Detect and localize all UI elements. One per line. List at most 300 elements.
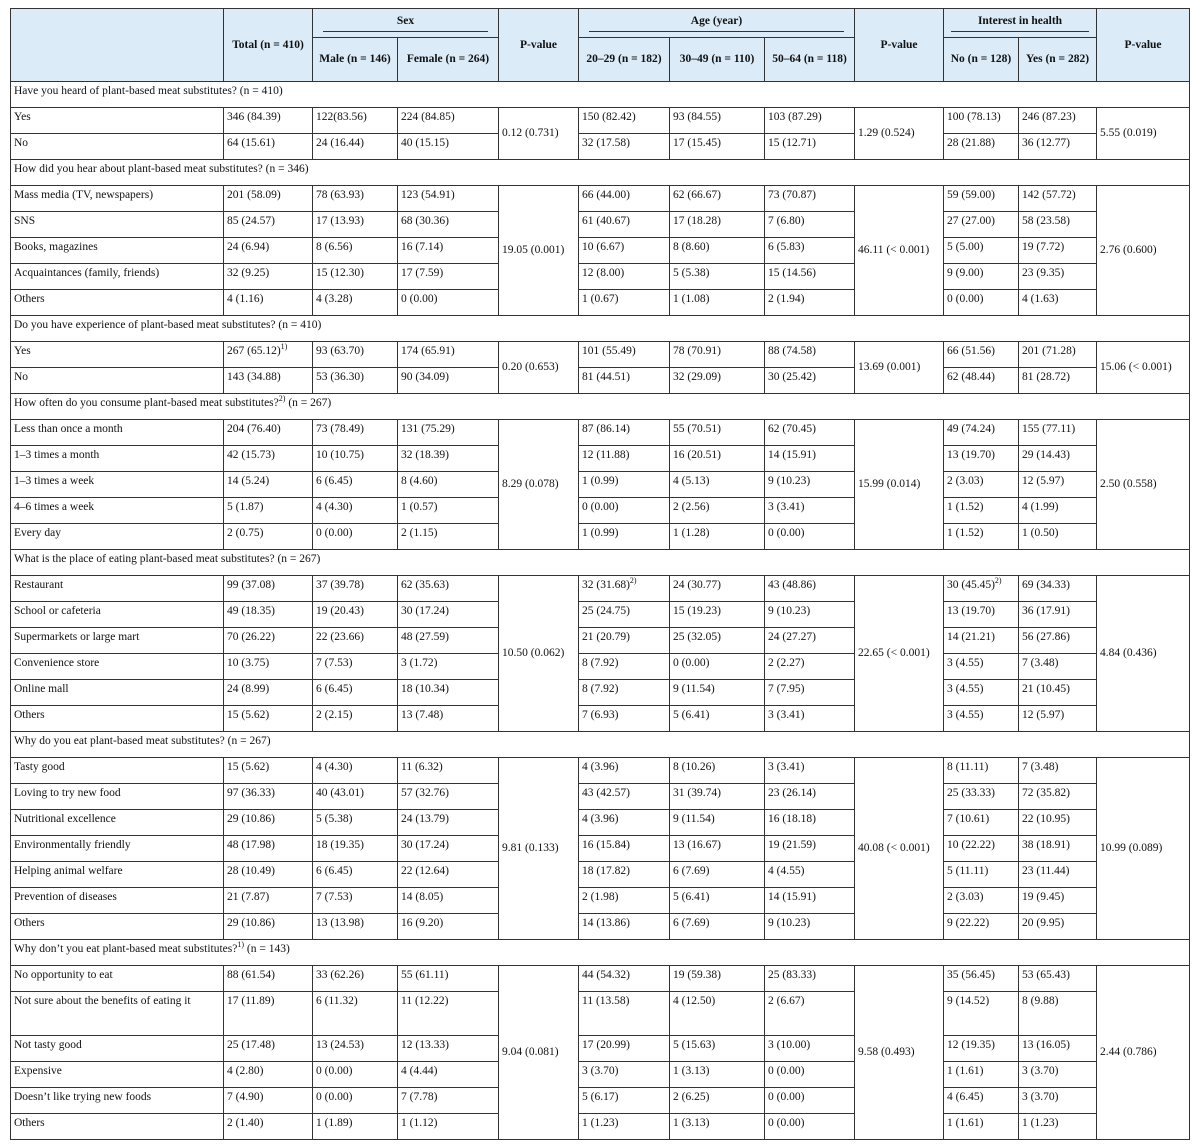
table-row <box>11 992 1190 1036</box>
data-cell: 2 (2.56) <box>670 498 765 524</box>
data-cell: 122(83.56) <box>313 108 398 134</box>
pvalue-sex: 8.29 (0.078) <box>499 420 579 550</box>
header-age-20-29: 20–29 (n = 182) <box>579 38 670 82</box>
data-cell: 7 (7.53) <box>313 654 398 680</box>
data-cell: 3 (1.72) <box>398 654 499 680</box>
pvalue-age: 13.69 (0.001) <box>855 342 944 394</box>
data-cell: 99 (37.08) <box>224 576 313 602</box>
data-cell: 1 (0.99) <box>579 472 670 498</box>
data-cell: 81 (44.51) <box>579 368 670 394</box>
table-row <box>11 238 1190 264</box>
data-cell: 4 (5.13) <box>670 472 765 498</box>
data-cell: 8 (10.26) <box>670 758 765 784</box>
data-cell: 16 (15.84) <box>579 836 670 862</box>
data-cell: 23 (26.14) <box>765 784 855 810</box>
data-cell: 56 (27.86) <box>1019 628 1097 654</box>
data-cell: 7 (10.61) <box>944 810 1019 836</box>
data-cell: 1 (1.23) <box>1019 1114 1097 1140</box>
data-cell: 18 (17.82) <box>579 862 670 888</box>
data-cell: 16 (20.51) <box>670 446 765 472</box>
table-row <box>11 654 1190 680</box>
table-row <box>11 628 1190 654</box>
row-label: Not sure about the benefits of eating it <box>11 992 224 1036</box>
header-pvalue-sex: P-value <box>499 9 579 82</box>
row-label: 1–3 times a month <box>11 446 224 472</box>
data-cell: 204 (76.40) <box>224 420 313 446</box>
data-cell: 4 (1.63) <box>1019 290 1097 316</box>
data-cell: 103 (87.29) <box>765 108 855 134</box>
data-cell: 48 (17.98) <box>224 836 313 862</box>
data-cell: 66 (44.00) <box>579 186 670 212</box>
data-cell: 6 (7.69) <box>670 914 765 940</box>
row-label: Yes <box>11 342 224 368</box>
data-cell: 1 (0.67) <box>579 290 670 316</box>
data-cell: 1 (1.61) <box>944 1062 1019 1088</box>
data-cell: 37 (39.78) <box>313 576 398 602</box>
data-cell: 43 (42.57) <box>579 784 670 810</box>
question-text: Do you have experience of plant-based meat substitutes? (n = 410) <box>11 316 1190 342</box>
data-cell: 201 (71.28) <box>1019 342 1097 368</box>
data-cell: 20 (9.95) <box>1019 914 1097 940</box>
data-cell: 3 (3.70) <box>1019 1062 1097 1088</box>
data-cell: 29 (14.43) <box>1019 446 1097 472</box>
data-cell: 19 (7.72) <box>1019 238 1097 264</box>
data-cell: 15 (5.62) <box>224 706 313 732</box>
table-row <box>11 524 1190 550</box>
data-cell: 101 (55.49) <box>579 342 670 368</box>
data-cell: 1 (3.13) <box>670 1062 765 1088</box>
data-cell: 13 (13.98) <box>313 914 398 940</box>
data-cell: 201 (58.09) <box>224 186 313 212</box>
data-cell: 38 (18.91) <box>1019 836 1097 862</box>
data-cell: 32 (9.25) <box>224 264 313 290</box>
data-cell: 62 (35.63) <box>398 576 499 602</box>
data-cell: 27 (27.00) <box>944 212 1019 238</box>
data-cell: 2 (2.15) <box>313 706 398 732</box>
data-cell: 85 (24.57) <box>224 212 313 238</box>
data-cell: 2 (2.27) <box>765 654 855 680</box>
row-label: School or cafeteria <box>11 602 224 628</box>
data-cell: 3 (3.41) <box>765 758 855 784</box>
data-cell: 19 (20.43) <box>313 602 398 628</box>
data-cell: 9 (10.23) <box>765 472 855 498</box>
question-row <box>11 550 1190 576</box>
data-cell: 8 (6.56) <box>313 238 398 264</box>
data-cell: 78 (70.91) <box>670 342 765 368</box>
data-cell: 32 (29.09) <box>670 368 765 394</box>
data-cell: 4 (12.50) <box>670 992 765 1036</box>
data-cell: 4 (4.30) <box>313 758 398 784</box>
data-cell: 32 (17.58) <box>579 134 670 160</box>
table-row <box>11 498 1190 524</box>
data-cell: 0 (0.00) <box>765 1114 855 1140</box>
data-cell: 24 (27.27) <box>765 628 855 654</box>
header-pvalue-age: P-value <box>855 9 944 82</box>
header-age-30-49: 30–49 (n = 110) <box>670 38 765 82</box>
data-cell: 16 (9.20) <box>398 914 499 940</box>
data-cell: 19 (9.45) <box>1019 888 1097 914</box>
header-male: Male (n = 146) <box>313 38 398 82</box>
row-label: No opportunity to eat <box>11 966 224 992</box>
row-label: 4–6 times a week <box>11 498 224 524</box>
data-cell: 9 (10.23) <box>765 914 855 940</box>
data-cell: 4 (6.45) <box>944 1088 1019 1114</box>
data-cell: 93 (84.55) <box>670 108 765 134</box>
data-cell: 12 (8.00) <box>579 264 670 290</box>
data-cell: 4 (3.96) <box>579 810 670 836</box>
row-label: Environmentally friendly <box>11 836 224 862</box>
data-cell: 28 (21.88) <box>944 134 1019 160</box>
data-cell: 5 (5.00) <box>944 238 1019 264</box>
data-cell: 0 (0.00) <box>765 524 855 550</box>
table-row <box>11 342 1190 368</box>
data-cell: 30 (25.42) <box>765 368 855 394</box>
data-cell: 17 (13.93) <box>313 212 398 238</box>
data-cell: 1 (1.61) <box>944 1114 1019 1140</box>
data-cell: 155 (77.11) <box>1019 420 1097 446</box>
data-cell: 6 (6.45) <box>313 680 398 706</box>
data-cell: 10 (3.75) <box>224 654 313 680</box>
data-cell: 28 (10.49) <box>224 862 313 888</box>
data-cell: 22 (12.64) <box>398 862 499 888</box>
data-cell: 24 (30.77) <box>670 576 765 602</box>
data-cell: 1 (0.50) <box>1019 524 1097 550</box>
data-cell: 0 (0.00) <box>313 1062 398 1088</box>
data-cell: 18 (19.35) <box>313 836 398 862</box>
data-cell: 33 (62.26) <box>313 966 398 992</box>
header-age: Age (year) <box>579 9 855 38</box>
data-cell: 1 (1.52) <box>944 524 1019 550</box>
data-cell: 0 (0.00) <box>944 290 1019 316</box>
data-cell: 7 (3.48) <box>1019 654 1097 680</box>
data-cell: 8 (4.60) <box>398 472 499 498</box>
data-cell: 1 (1.08) <box>670 290 765 316</box>
pvalue-age: 22.65 (< 0.001) <box>855 576 944 732</box>
data-cell: 7 (6.93) <box>579 706 670 732</box>
data-cell: 59 (59.00) <box>944 186 1019 212</box>
data-cell: 143 (34.88) <box>224 368 313 394</box>
data-cell: 3 (3.41) <box>765 706 855 732</box>
data-cell: 2 (1.98) <box>579 888 670 914</box>
pvalue-interest: 2.76 (0.600) <box>1097 186 1190 316</box>
data-cell: 5 (11.11) <box>944 862 1019 888</box>
table-row <box>11 290 1190 316</box>
data-cell: 8 (8.60) <box>670 238 765 264</box>
table-row <box>11 914 1190 940</box>
data-cell: 8 (7.92) <box>579 654 670 680</box>
header-blank <box>11 9 224 82</box>
row-label: Restaurant <box>11 576 224 602</box>
data-cell: 15 (19.23) <box>670 602 765 628</box>
data-cell: 6 (11.32) <box>313 992 398 1036</box>
data-cell: 88 (74.58) <box>765 342 855 368</box>
row-label: SNS <box>11 212 224 238</box>
data-cell: 24 (16.44) <box>313 134 398 160</box>
pvalue-age: 9.58 (0.493) <box>855 966 944 1140</box>
data-cell: 55 (70.51) <box>670 420 765 446</box>
data-cell: 12 (5.97) <box>1019 472 1097 498</box>
data-cell: 30 $(45.45)^{2)}$ <box>944 576 1019 602</box>
question-row <box>11 940 1190 966</box>
data-cell: 21 (20.79) <box>579 628 670 654</box>
table-row <box>11 446 1190 472</box>
data-cell: 21 (10.45) <box>1019 680 1097 706</box>
data-cell: 12 (13.33) <box>398 1036 499 1062</box>
data-cell: 66 (51.56) <box>944 342 1019 368</box>
data-cell: 2 (1.94) <box>765 290 855 316</box>
pvalue-interest: 2.50 (0.558) <box>1097 420 1190 550</box>
data-cell: 88 (61.54) <box>224 966 313 992</box>
row-label: Convenience store <box>11 654 224 680</box>
data-cell: 32 (18.39) <box>398 446 499 472</box>
data-cell: 3 (10.00) <box>765 1036 855 1062</box>
data-cell: 21 (7.87) <box>224 888 313 914</box>
data-cell: 14 (21.21) <box>944 628 1019 654</box>
data-cell: 62 (66.67) <box>670 186 765 212</box>
survey-body <box>11 82 1190 1140</box>
data-cell: 8 (7.92) <box>579 680 670 706</box>
data-cell: 4 (4.44) <box>398 1062 499 1088</box>
data-cell: 8 (9.88) <box>1019 992 1097 1036</box>
pvalue-age: 15.99 (0.014) <box>855 420 944 550</box>
data-cell: 11 (13.58) <box>579 992 670 1036</box>
data-cell: 14 (5.24) <box>224 472 313 498</box>
data-cell: 2 (6.25) <box>670 1088 765 1114</box>
data-cell: 7 (7.78) <box>398 1088 499 1114</box>
data-cell: 73 (70.87) <box>765 186 855 212</box>
table-row <box>11 758 1190 784</box>
data-cell: 19 (21.59) <box>765 836 855 862</box>
table-row <box>11 1088 1190 1114</box>
data-cell: 7 (6.80) <box>765 212 855 238</box>
row-label: Supermarkets or large mart <box>11 628 224 654</box>
table-row <box>11 108 1190 134</box>
row-label: Others <box>11 706 224 732</box>
data-cell: 3 (4.55) <box>944 706 1019 732</box>
pvalue-sex: 10.50 (0.062) <box>499 576 579 732</box>
data-cell: 142 (57.72) <box>1019 186 1097 212</box>
data-cell: 9 (11.54) <box>670 810 765 836</box>
data-cell: 12 (5.97) <box>1019 706 1097 732</box>
data-cell: 13 (16.67) <box>670 836 765 862</box>
data-cell: 1 (3.13) <box>670 1114 765 1140</box>
data-cell: 8 (11.11) <box>944 758 1019 784</box>
data-cell: 62 (70.45) <box>765 420 855 446</box>
data-cell: 4 (1.99) <box>1019 498 1097 524</box>
data-cell: 31 (39.74) <box>670 784 765 810</box>
data-cell: 70 (26.22) <box>224 628 313 654</box>
data-cell: 9 (14.52) <box>944 992 1019 1036</box>
data-cell: 30 (17.24) <box>398 836 499 862</box>
pvalue-interest: 10.99 (0.089) <box>1097 758 1190 940</box>
table-row <box>11 420 1190 446</box>
data-cell: 29 (10.86) <box>224 810 313 836</box>
header-age-50-64: 50–64 (n = 118) <box>765 38 855 82</box>
row-label: Less than once a month <box>11 420 224 446</box>
table-row <box>11 862 1190 888</box>
row-label: No <box>11 134 224 160</box>
data-cell: 61 (40.67) <box>579 212 670 238</box>
pvalue-interest: 4.84 (0.436) <box>1097 576 1190 732</box>
row-label: Acquaintances (family, friends) <box>11 264 224 290</box>
data-cell: 32 $(31.68)^{2)}$ <box>579 576 670 602</box>
row-label: Loving to try new food <box>11 784 224 810</box>
data-cell: 17 (11.89) <box>224 992 313 1036</box>
data-cell: 49 (18.35) <box>224 602 313 628</box>
data-cell: 16 (18.18) <box>765 810 855 836</box>
data-cell: 7 (7.95) <box>765 680 855 706</box>
row-label: No <box>11 368 224 394</box>
data-cell: 100 (78.13) <box>944 108 1019 134</box>
data-cell: 68 (30.36) <box>398 212 499 238</box>
data-cell: 25 (32.05) <box>670 628 765 654</box>
data-cell: 17 (15.45) <box>670 134 765 160</box>
row-label: Yes <box>11 108 224 134</box>
data-cell: 7 (4.90) <box>224 1088 313 1114</box>
data-cell: 23 (11.44) <box>1019 862 1097 888</box>
table-row <box>11 368 1190 394</box>
data-cell: 9 (9.00) <box>944 264 1019 290</box>
data-cell: 13 (24.53) <box>313 1036 398 1062</box>
row-label: Online mall <box>11 680 224 706</box>
data-cell: 22 (23.66) <box>313 628 398 654</box>
data-cell: 90 (34.09) <box>398 368 499 394</box>
row-label: Expensive <box>11 1062 224 1088</box>
data-cell: 9 (22.22) <box>944 914 1019 940</box>
data-cell: 7 (3.48) <box>1019 758 1097 784</box>
data-cell: 22 (10.95) <box>1019 810 1097 836</box>
data-cell: 2 (3.03) <box>944 888 1019 914</box>
footnote-mark: 2) <box>278 394 286 404</box>
footnote-mark: 2) <box>629 576 637 586</box>
question-text: Have you heard of plant-based meat substitutes? (n = 410) <box>11 82 1190 108</box>
data-cell: 53 (65.43) <box>1019 966 1097 992</box>
data-cell: 0 (0.00) <box>579 498 670 524</box>
data-cell: 13 (7.48) <box>398 706 499 732</box>
data-cell: 40 (43.01) <box>313 784 398 810</box>
data-cell: 62 (48.44) <box>944 368 1019 394</box>
data-cell: 93 (63.70) <box>313 342 398 368</box>
table-row <box>11 810 1190 836</box>
data-cell: 246 (87.23) <box>1019 108 1097 134</box>
data-cell: 2 (1.15) <box>398 524 499 550</box>
pvalue-sex: 0.20 (0.653) <box>499 342 579 394</box>
data-cell: 4 (3.28) <box>313 290 398 316</box>
pvalue-age: 1.29 (0.524) <box>855 108 944 160</box>
data-cell: 3 (3.41) <box>765 498 855 524</box>
data-cell: 36 (17.91) <box>1019 602 1097 628</box>
data-cell: 3 (3.70) <box>1019 1088 1097 1114</box>
data-cell: 78 (63.93) <box>313 186 398 212</box>
data-cell: 42 (15.73) <box>224 446 313 472</box>
data-cell: 1 (1.23) <box>579 1114 670 1140</box>
row-label: 1–3 times a week <box>11 472 224 498</box>
question-row <box>11 732 1190 758</box>
data-cell: 17 (18.28) <box>670 212 765 238</box>
data-cell: 0 (0.00) <box>670 654 765 680</box>
data-cell: 11 (12.22) <box>398 992 499 1036</box>
row-label: Not tasty good <box>11 1036 224 1062</box>
data-cell: 40 (15.15) <box>398 134 499 160</box>
data-cell: 6 (5.83) <box>765 238 855 264</box>
data-cell: 25 (24.75) <box>579 602 670 628</box>
row-label: Prevention of diseases <box>11 888 224 914</box>
data-cell: 13 (19.70) <box>944 446 1019 472</box>
data-cell: 4 (3.96) <box>579 758 670 784</box>
data-cell: 0 (0.00) <box>765 1088 855 1114</box>
pvalue-age: 46.11 (< 0.001) <box>855 186 944 316</box>
table-row <box>11 1036 1190 1062</box>
data-cell: 267 $(65.12)^{1)}$ <box>224 342 313 368</box>
data-cell: 24 (6.94) <box>224 238 313 264</box>
data-cell: 24 (8.99) <box>224 680 313 706</box>
header-total: Total (n = 410) <box>224 9 313 82</box>
row-label: Others <box>11 290 224 316</box>
data-cell: 10 (22.22) <box>944 836 1019 862</box>
data-cell: 24 (13.79) <box>398 810 499 836</box>
data-cell: 13 (19.70) <box>944 602 1019 628</box>
row-label: Tasty good <box>11 758 224 784</box>
row-label: Doesn’t like trying new foods <box>11 1088 224 1114</box>
data-cell: 17 (20.99) <box>579 1036 670 1062</box>
data-cell: 5 (1.87) <box>224 498 313 524</box>
data-cell: 18 (10.34) <box>398 680 499 706</box>
header-interest-yes: Yes (n = 282) <box>1019 38 1097 82</box>
data-cell: 6 (6.45) <box>313 862 398 888</box>
data-cell: 15 (12.71) <box>765 134 855 160</box>
data-cell: 29 (10.86) <box>224 914 313 940</box>
pvalue-sex: 9.04 (0.081) <box>499 966 579 1140</box>
row-label: Others <box>11 914 224 940</box>
table-row <box>11 836 1190 862</box>
survey-table <box>10 8 1190 1140</box>
data-cell: 123 (54.91) <box>398 186 499 212</box>
data-cell: 6 (7.69) <box>670 862 765 888</box>
data-cell: 55 (61.11) <box>398 966 499 992</box>
data-cell: 6 (6.45) <box>313 472 398 498</box>
pvalue-sex: 19.05 (0.001) <box>499 186 579 316</box>
data-cell: 224 (84.85) <box>398 108 499 134</box>
data-cell: 25 (17.48) <box>224 1036 313 1062</box>
pvalue-age: 40.08 (< 0.001) <box>855 758 944 940</box>
data-cell: 10 (10.75) <box>313 446 398 472</box>
data-cell: 1 (1.89) <box>313 1114 398 1140</box>
table-row <box>11 186 1190 212</box>
pvalue-sex: 0.12 (0.731) <box>499 108 579 160</box>
data-cell: 97 (36.33) <box>224 784 313 810</box>
data-cell: 73 (78.49) <box>313 420 398 446</box>
data-cell: 2 (0.75) <box>224 524 313 550</box>
data-cell: 1 (1.52) <box>944 498 1019 524</box>
row-label: Helping animal welfare <box>11 862 224 888</box>
data-cell: 2 (6.67) <box>765 992 855 1036</box>
table-row <box>11 1062 1190 1088</box>
question-row <box>11 160 1190 186</box>
data-cell: 4 (4.30) <box>313 498 398 524</box>
pvalue-interest: 5.55 (0.019) <box>1097 108 1190 160</box>
data-cell: 12 (19.35) <box>944 1036 1019 1062</box>
question-row <box>11 394 1190 420</box>
question-text: Why do you eat plant-based meat substitutes? (n = 267) <box>11 732 1190 758</box>
data-cell: 1 (0.99) <box>579 524 670 550</box>
table-row <box>11 706 1190 732</box>
data-cell: 0 (0.00) <box>313 524 398 550</box>
header-sex: Sex <box>313 9 499 38</box>
data-cell: 23 (9.35) <box>1019 264 1097 290</box>
data-cell: 25 (33.33) <box>944 784 1019 810</box>
data-cell: 1 (1.28) <box>670 524 765 550</box>
data-cell: 150 (82.42) <box>579 108 670 134</box>
